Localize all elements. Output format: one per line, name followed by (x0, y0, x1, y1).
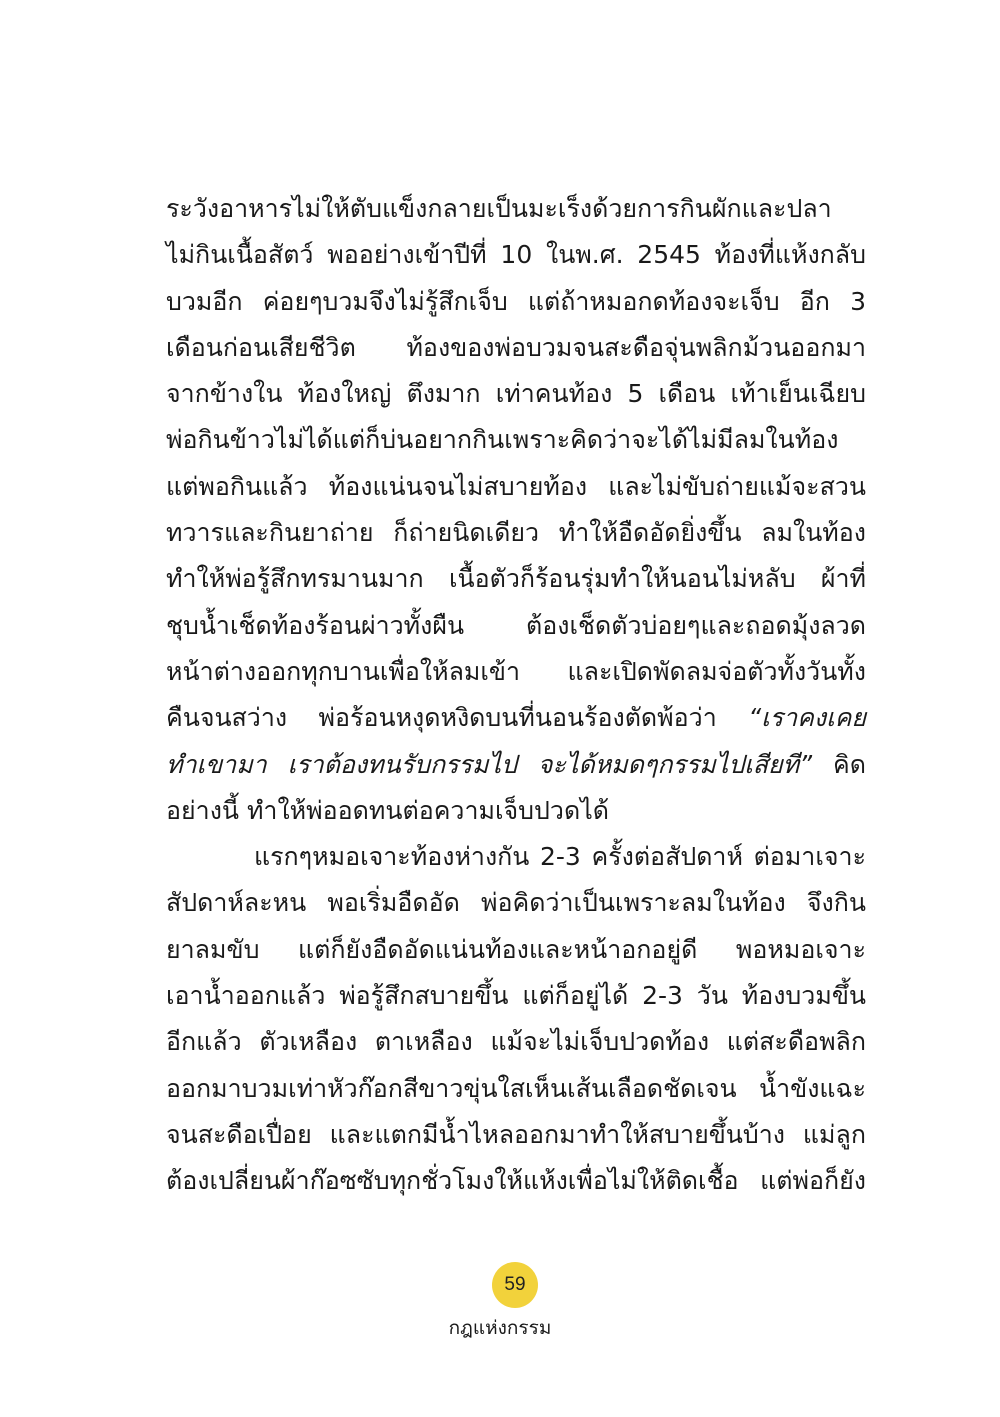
text-line: พ่อกินข้าวไม่ได้แต่ก็บ่นอยากกินเพราะคิดว่าจะได้ไม่มีลมในท้อง (166, 425, 839, 455)
text-line: ออกมาบวมเท่าหัวก๊อกสีขาวขุ่นใสเห็นเส้นเลือดชัดเจน น้ำขังแฉะ (166, 1073, 866, 1103)
text-line: บวมอีก ค่อยๆบวมจึงไม่รู้สึกเจ็บ แต่ถ้าหมอกดท้องจะเจ็บ อีก 3 (166, 286, 866, 316)
paragraph-start-line: แรกๆหมอเจาะท้องห่างกัน 2-3 ครั้งต่อสัปดาห์ ต่อมาเจาะ (254, 842, 866, 872)
text-line: อีกแล้ว ตัวเหลือง ตาเหลือง แม้จะไม่เจ็บปวดท้อง แต่สะดือพลิก (166, 1027, 866, 1057)
text-line: จากข้างใน ท้องใหญ่ ตึงมาก เท่าคนท้อง 5 เดือน เท้าเย็นเฉียบ (166, 379, 866, 409)
page-number: 59 (504, 1274, 526, 1295)
text-line: จนสะดือเปื่อย และแตกมีน้ำไหลออกมาทำให้สบายขึ้นบ้าง แม่ลูก (166, 1119, 866, 1149)
text-line: ระวังอาหารไม่ให้ตับแข็งกลายเป็นมะเร็งด้วยการกินผักและปลา (166, 194, 832, 223)
page-number-badge (492, 1262, 538, 1308)
text-line: ทวารและกินยาถ่าย ก็ถ่ายนิดเดียว ทำให้อืดอัดยิ่งขึ้น ลมในท้อง (166, 518, 866, 548)
book-title: กฎแห่งกรรม (448, 1317, 552, 1339)
text-line: ไม่กินเนื้อสัตว์ พออย่างเข้าปีที่ 10 ในพ.ศ. 2545 ท้องที่แห้งกลับ (166, 240, 866, 270)
text-line-with-quote-end (166, 742, 866, 788)
text-line: สัปดาห์ละหน พอเริ่มอืดอัด พ่อคิดว่าเป็นเพราะลมในท้อง จึงกิน (166, 888, 866, 918)
text-line: เดือนก่อนเสียชีวิต ท้องของพ่อบวมจนสะดือจุ่นพลิกม้วนออกมา (166, 332, 866, 362)
text-line: อย่างนี้ ทำให้พ่ออดทนต่อความเจ็บปวดได้ (166, 795, 610, 825)
body-text (166, 186, 866, 1205)
text-line-with-quote-start (166, 695, 866, 741)
quote-text: ทำเขามา เราต้องทนรับกรรมไป จะได้หมดๆกรรมไปเสียที” (166, 749, 813, 779)
text-line: ยาลมขับ แต่ก็ยังอืดอัดแน่นท้องและหน้าอกอยู่ดี พอหมอเจาะ (166, 934, 866, 964)
text-line: ทำให้พ่อรู้สึกทรมานมาก เนื้อตัวก็ร้อนรุ่มทำให้นอนไม่หลับ ผ้าที่ (166, 564, 866, 594)
text-segment: คิด (812, 749, 867, 779)
text-line: ชุบน้ำเช็ดท้องร้อนผ่าวทั้งผืน ต้องเช็ดตัวบ่อยๆและถอดมุ้งลวด (166, 610, 866, 640)
text-line: หน้าต่างออกทุกบานเพื่อให้ลมเข้า และเปิดพัดลมจ่อตัวทั้งวันทั้ง (166, 656, 866, 686)
text-segment: คืนจนสว่าง พ่อร้อนหงุดหงิดบนที่นอนร้องตัดพ้อว่า (166, 703, 749, 733)
text-line: แต่พอกินแล้ว ท้องแน่นจนไม่สบายท้อง และไม่ขับถ่ายแม้จะสวน (166, 471, 866, 501)
text-line: ต้องเปลี่ยนผ้าก๊อซซับทุกชั่วโมงให้แห้งเพื่อไม่ให้ติดเชื้อ แต่พ่อก็ยัง (166, 1166, 866, 1196)
text-line: เอาน้ำออกแล้ว พ่อรู้สึกสบายขึ้น แต่ก็อยู่ได้ 2-3 วัน ท้องบวมขึ้น (166, 981, 866, 1011)
quote-text: “เราคงเคย (748, 703, 866, 733)
